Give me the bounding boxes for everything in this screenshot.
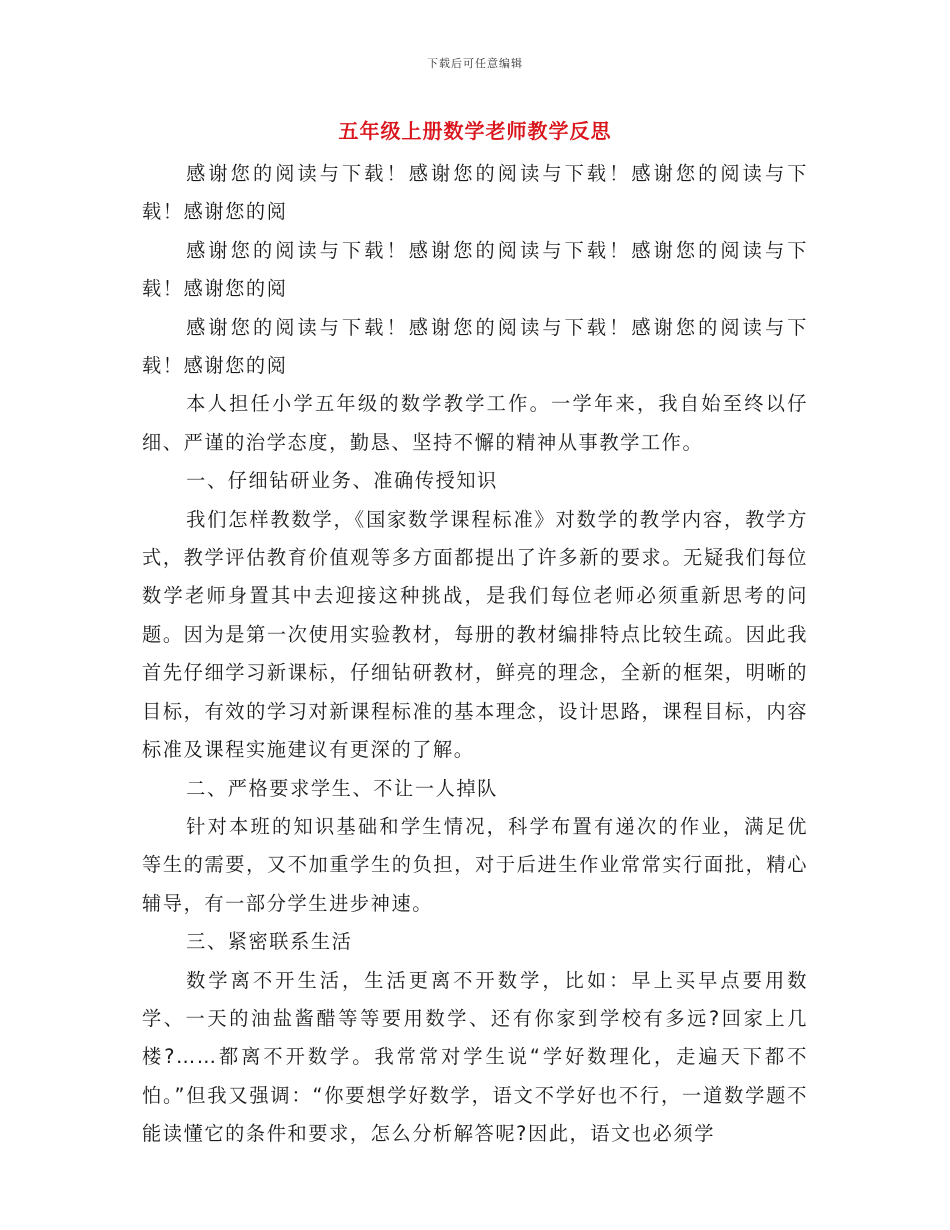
paragraph-section-3: 数学离不开生活，生活更离不开数学，比如：早上买早点要用数学、一天的油盐酱醋等等要用数学、还有你家到学校有多远?回家上几楼?……都离不开数学。我常常对学生说“学好数理化，走遍天下都不怕。”但我又强调：“你要想学好数学，语文不学好也不行，一道数学题不能读懂它的条件和要求，怎么分析解答呢?因此，语文也必须学 xyxy=(142,968,808,1146)
paragraph-section-2: 针对本班的知识基础和学生情况，科学布置有递次的作业，满足优等生的需要，又不加重学生的负担，对于后进生作业常常实行面批，精心辅导，有一部分学生进步神速。 xyxy=(142,814,808,915)
paragraph-thanks-2: 感谢您的阅读与下载！感谢您的阅读与下载！感谢您的阅读与下载！感谢您的阅 xyxy=(142,238,808,301)
header-note: 下载后可任意编辑 xyxy=(427,57,523,70)
paragraph-thanks-3: 感谢您的阅读与下载！感谢您的阅读与下载！感谢您的阅读与下载！感谢您的阅 xyxy=(142,315,808,378)
section-heading-2: 二、严格要求学生、不让一人掉队 xyxy=(186,776,498,800)
document-title: 五年级上册数学老师教学反思 xyxy=(338,119,612,143)
section-heading-1: 一、仔细钻研业务、准确传授知识 xyxy=(186,469,498,493)
section-heading-3: 三、紧密联系生活 xyxy=(186,930,353,954)
document-body xyxy=(142,155,808,1154)
paragraph-intro: 本人担任小学五年级的数学教学工作。一学年来，我自始至终以仔细、严谨的治学态度，勤恳、坚持不懈的精神从事教学工作。 xyxy=(142,392,808,454)
paragraph-thanks-1: 感谢您的阅读与下载！感谢您的阅读与下载！感谢您的阅读与下载！感谢您的阅 xyxy=(142,162,808,224)
paragraph-section-1: 我们怎样教数学，《国家数学课程标准》对数学的教学内容，教学方式，教学评估教育价值观等多方面都提出了许多新的要求。无疑我们每位数学老师身置其中去迎接这种挑战，是我们每位老师必须重新思考的问题。因为是第一次使用实验教材，每册的教材编排特点比较生疏。因此我首先仔细学习新课标，仔细钻研教材，鲜亮的理念，全新的框架，明晰的目标，有效的学习对新课程标准的基本理念，设计思路，课程目标，内容标准及课程实施建议有更深的了解。 xyxy=(142,507,808,762)
